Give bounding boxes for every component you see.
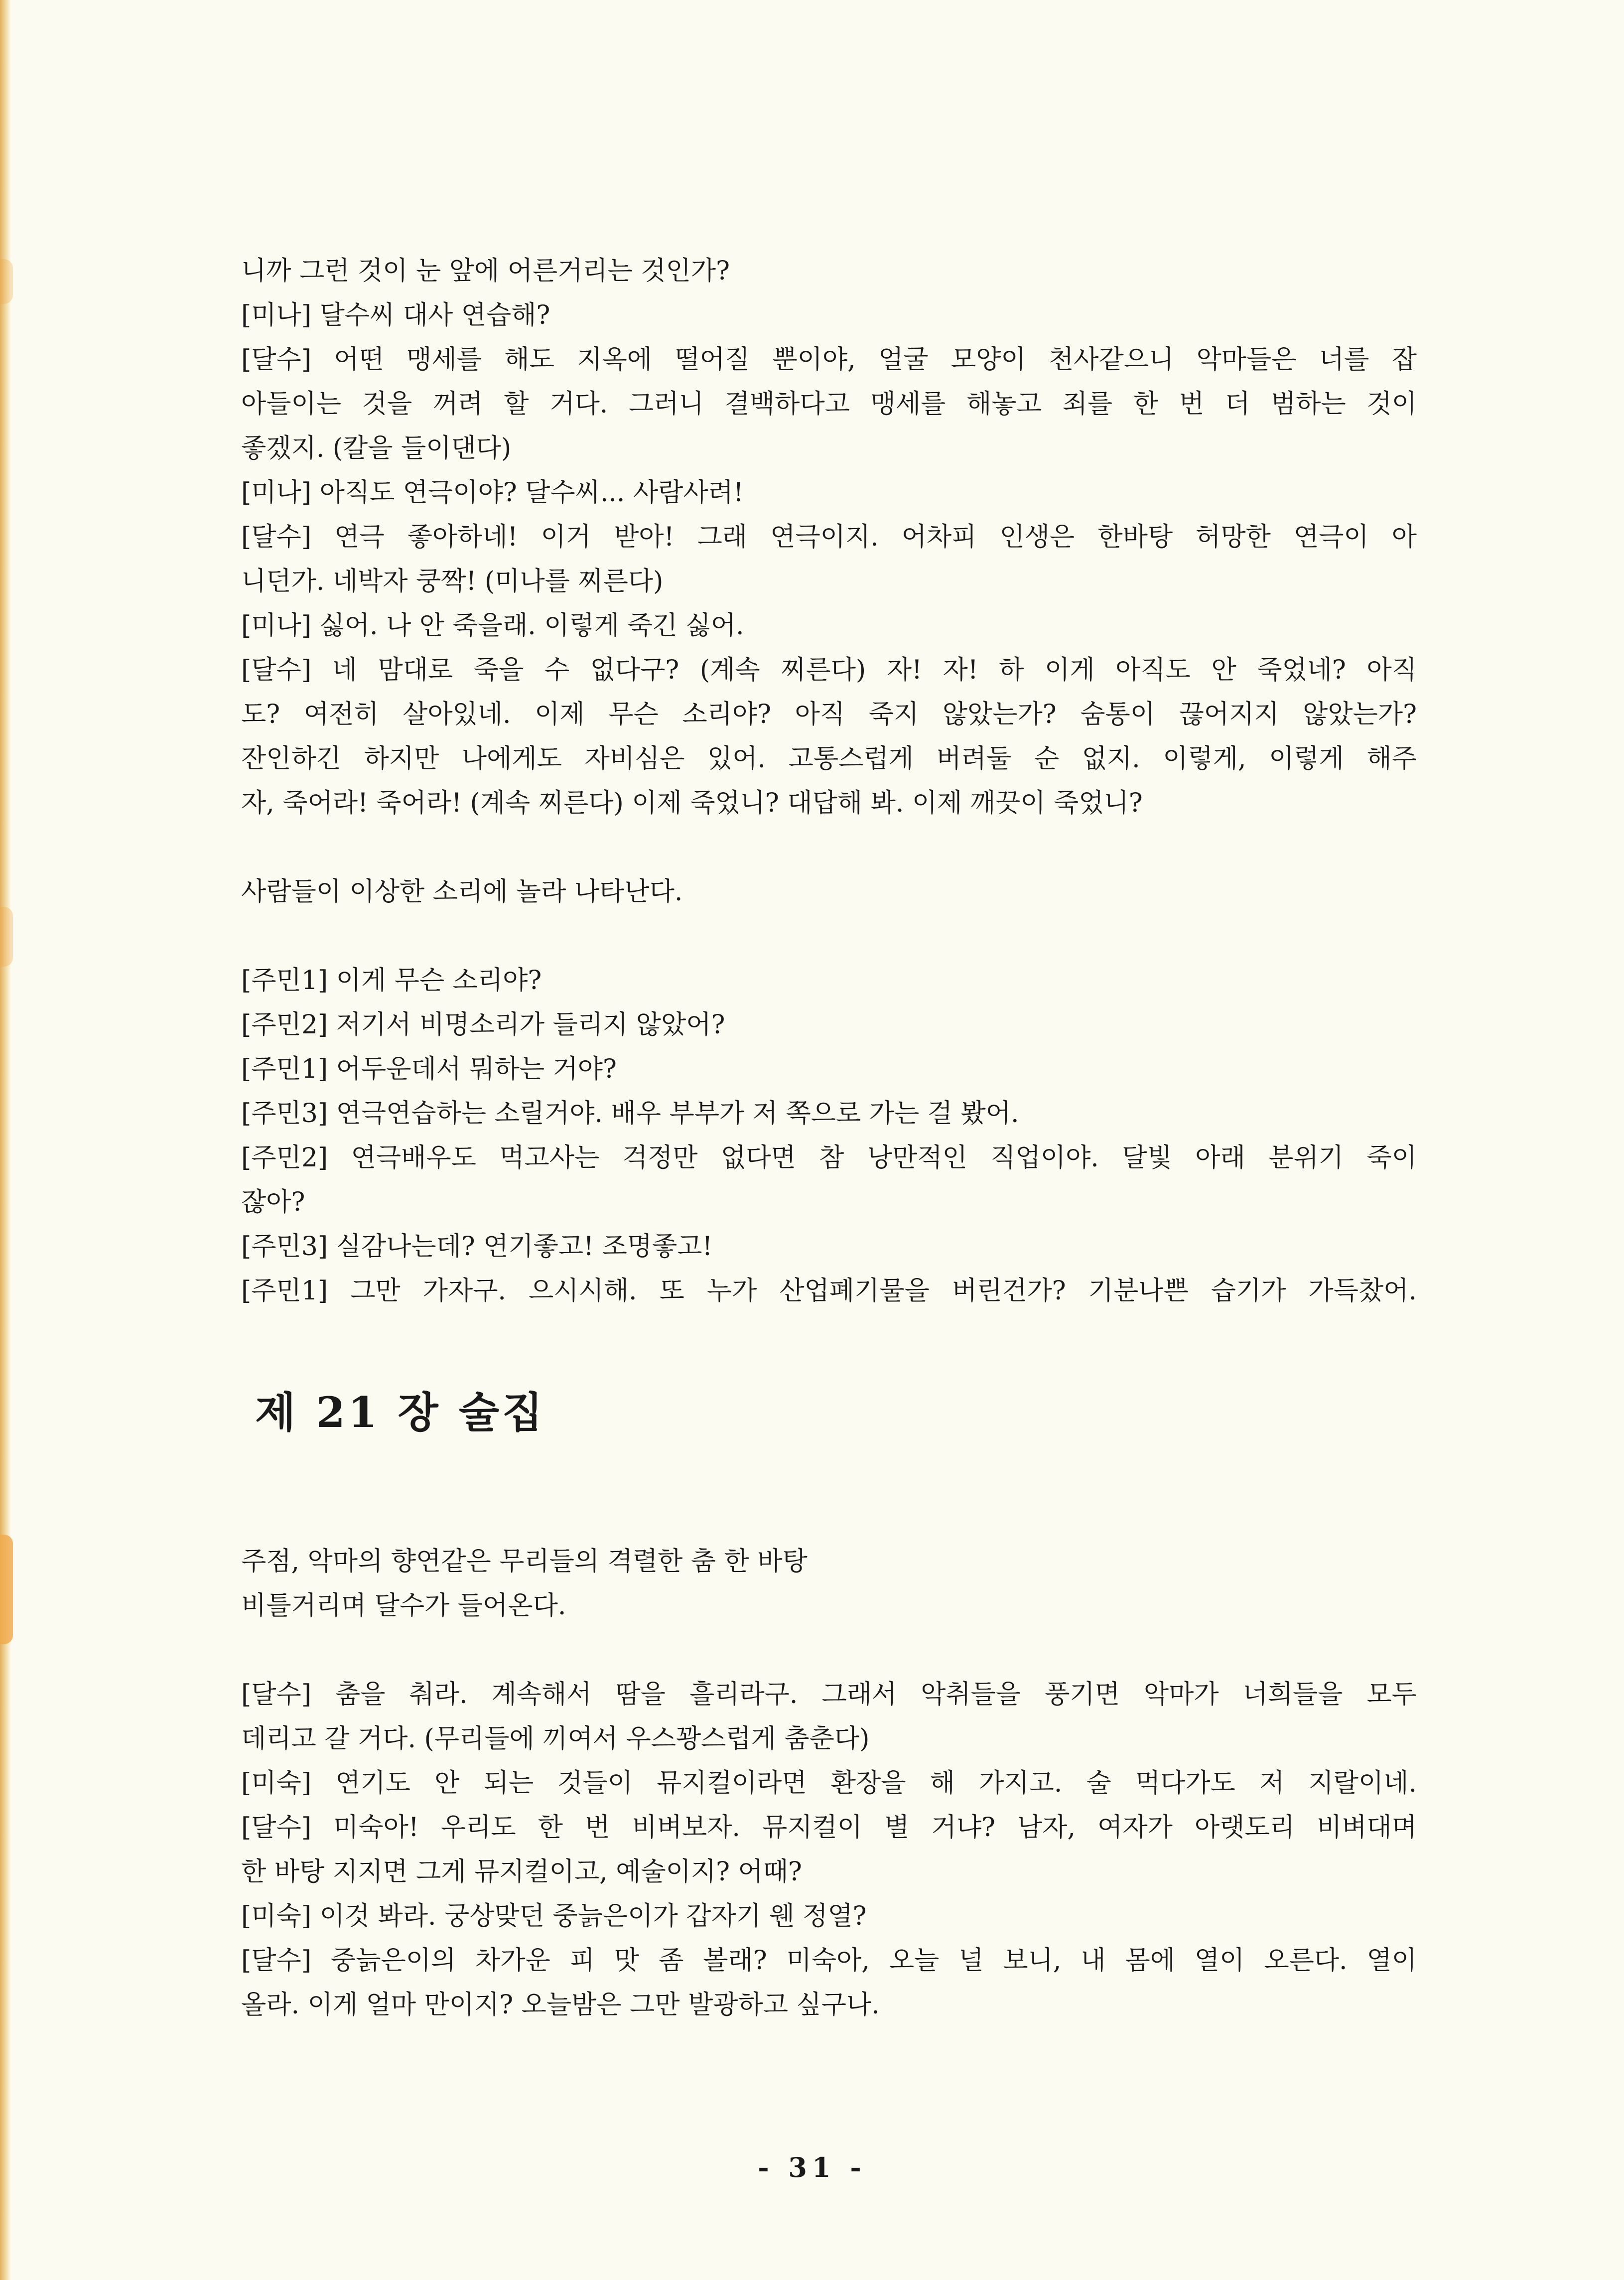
text-line: [미숙] 이것 봐라. 궁상맞던 중늙은이가 갑자기 웬 정열? <box>241 1901 867 1931</box>
dialogue-block-bottom <box>241 1540 1417 2027</box>
text-line: [주민3] 실감나는데? 연기좋고! 조명좋고! <box>241 1232 713 1262</box>
text-line: 니까 그런 것이 눈 앞에 어른거리는 것인가? <box>241 256 730 286</box>
text-line: 도? 여전히 살아있네. 이제 무슨 소리야? 아직 죽지 않았는가? 숨통이 끊어지지 않았는가? <box>241 700 1417 729</box>
text-line: 주점, 악마의 향연같은 무리들의 격렬한 춤 한 바탕 <box>241 1547 808 1576</box>
chapter-heading: 제 21 장 술집 <box>255 1388 546 1437</box>
text-line: 데리고 갈 거다. (무리들에 끼여서 우스꽝스럽게 춤춘다) <box>241 1724 870 1754</box>
text-line: [미나] 아직도 연극이야? 달수씨... 사람사려! <box>241 478 744 508</box>
blank-line <box>241 826 1417 870</box>
text-line: [달수] 네 맘대로 죽을 수 없다구? (계속 찌른다) 자! 자! 하 이게 아직도 안 죽었네? 아직 <box>241 655 1417 685</box>
text-line: [미나] 달수씨 대사 연습해? <box>241 300 550 330</box>
text-line: 잖아? <box>241 1187 305 1217</box>
text-line: [주민2] 저기서 비명소리가 들리지 않았어? <box>241 1010 725 1040</box>
text-line: [달수] 춤을 춰라. 계속해서 땀을 흘리라구. 그래서 악취들을 풍기면 악마가 너희들을 모두 <box>241 1680 1417 1710</box>
dialogue-block-top <box>241 249 1417 1313</box>
text-line: 아들이는 것을 꺼려 할 거다. 그러니 결백하다고 맹세를 해놓고 죄를 한 번 더 범하는 것이 <box>241 389 1417 419</box>
text-line: [미나] 싫어. 나 안 죽을래. 이렇게 죽긴 싫어. <box>241 611 744 641</box>
text-line: [주민1] 어두운데서 뭐하는 거야? <box>241 1054 617 1084</box>
text-line: [달수] 미숙아! 우리도 한 번 비벼보자. 뮤지컬이 별 거냐? 남자, 여자가 아랫도리 비벼대며 <box>241 1813 1417 1843</box>
paper-stain <box>0 907 13 967</box>
paper-stain <box>0 1535 13 1644</box>
blank-line <box>241 914 1417 959</box>
text-line: [주민3] 연극연습하는 소릴거야. 배우 부부가 저 쪽으로 가는 걸 봤어. <box>241 1099 1019 1129</box>
text-line: [달수] 연극 좋아하네! 이거 받아! 그래 연극이지. 어차피 인생은 한바탕 허망한 연극이 아 <box>241 522 1417 552</box>
text-line: 한 바탕 지지면 그게 뮤지컬이고, 예술이지? 어때? <box>241 1857 802 1887</box>
paper-stain <box>0 259 13 304</box>
text-line: 니던가. 네박자 쿵짝! (미나를 찌른다) <box>241 567 664 596</box>
blank-line <box>241 1628 1417 1673</box>
text-line: 자, 죽어라! 죽어라! (계속 찌른다) 이제 죽었니? 대답해 봐. 이제 깨끗이 죽었니? <box>241 788 1143 818</box>
text-line: 사람들이 이상한 소리에 놀라 나타난다. <box>241 877 683 907</box>
text-line: 잔인하긴 하지만 나에게도 자비심은 있어. 고통스럽게 버려둘 순 없지. 이렇게, 이렇게 해주 <box>241 744 1417 774</box>
text-line: 비틀거리며 달수가 들어온다. <box>241 1591 566 1621</box>
text-line: [달수] 중늙은이의 차가운 피 맛 좀 볼래? 미숙아, 오늘 널 보니, 내 몸에 열이 오른다. 열이 <box>241 1946 1417 1976</box>
text-line: 올라. 이게 얼마 만이지? 오늘밤은 그만 발광하고 싶구나. <box>241 1990 880 2020</box>
text-line: [주민1] 그만 가자구. 으시시해. 또 누가 산업폐기물을 버린건가? 기분나쁜 습기가 가득찼어. <box>241 1276 1417 1306</box>
page-number: - 31 - <box>758 2151 866 2183</box>
text-line: 좋겠지. (칼을 들이댄다) <box>241 433 512 463</box>
text-line: [주민1] 이게 무슨 소리야? <box>241 966 542 996</box>
binding-edge <box>0 0 11 2280</box>
text-line: [달수] 어떤 맹세를 해도 지옥에 떨어질 뿐이야, 얼굴 모양이 천사같으니 악마들은 너를 잡 <box>241 345 1417 375</box>
text-line: [주민2] 연극배우도 먹고사는 걱정만 없다면 참 낭만적인 직업이야. 달빛 아래 분위기 죽이 <box>241 1143 1417 1173</box>
text-line: [미숙] 연기도 안 되는 것들이 뮤지컬이라면 환장을 해 가지고. 술 먹다가도 저 지랄이네. <box>241 1768 1417 1798</box>
